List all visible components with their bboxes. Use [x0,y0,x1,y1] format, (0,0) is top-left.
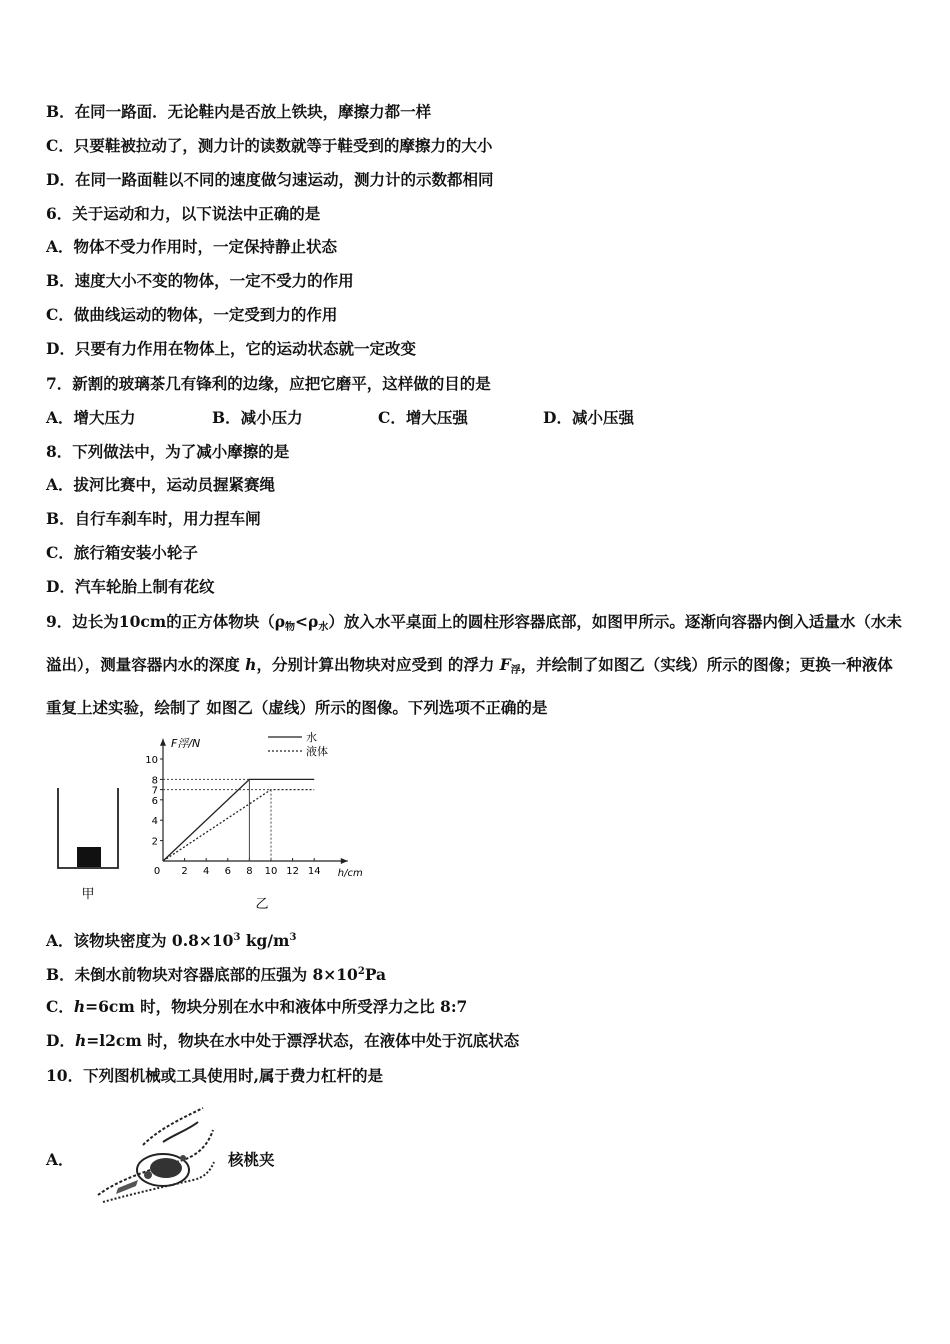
q7-stem: 7．新割的玻璃茶几有锋利的边缘，应把它磨平，这样做的目的是 [46,374,491,393]
nutcracker-illustration [88,1100,223,1215]
q6-option-a: A．物体不受力作用时，一定保持静止状态 [46,237,338,256]
q8-option-b: B．自行车刹车时，用力捏车闸 [46,509,261,528]
y-tick-label: 8 [151,775,158,787]
x-axis-arrow [341,858,348,864]
q5-option-d: D．在同一路面鞋以不同的速度做匀速运动，测力计的示数都相同 [46,170,494,189]
q7-option-d: D．减小压强 [543,408,634,427]
y-tick-label: 4 [151,816,158,828]
q9-option-d: D．h=l2cm 时，物块在水中处于漂浮状态，在液体中处于沉底状态 [46,1031,520,1050]
figure-container-jia [50,780,130,910]
q9-option-a: A．该物块密度为 $0.8\times 10^3$ $kg/m^3$ [46,931,297,950]
q10-option-a-caption: 核桃夹 [228,1150,275,1169]
y-tick-label: 6 [151,795,158,807]
q8-option-c: C．旅行箱安装小轮子 [46,543,198,562]
y-axis-arrow [160,739,166,746]
figure-label-yi: 乙 [255,897,269,912]
q10-stem: 10．下列图机械或工具使用时,属于费力杠杆的是 [46,1066,383,1085]
legend-label: 液体 [306,745,328,758]
q7-option-b: B．减小压力 [212,408,303,427]
f-variable: F [499,655,511,674]
h-variable: h [245,655,257,674]
series-line-liquid [163,790,314,861]
x-tick-label: 4 [203,866,210,877]
q5-option-c: C．只要鞋被拉动了，测力计的读数就等于鞋受到的摩擦力的大小 [46,136,493,155]
figure-label-jia: 甲 [81,887,95,902]
q9-option-c: C．h=6cm 时，物块分别在水中和液体中所受浮力之比 8:7 [46,997,468,1016]
q9-option-b: B．未倒水前物块对容器底部的压强为 $8\times 10^2Pa$ [46,965,387,984]
q6-stem: 6．关于运动和力，以下说法中正确的是 [46,204,321,223]
x-tick-label: 2 [181,866,188,877]
q8-stem: 8．下列做法中，为了减小摩擦的是 [46,442,290,461]
x-tick-label: 8 [246,866,253,877]
y-axis-label: F浮/N [171,736,201,750]
q8-option-d: D．汽车轮胎上制有花纹 [46,577,215,596]
q7-option-c: C．增大压强 [378,408,468,427]
x-tick-label: 10 [264,866,278,877]
cube-block [77,847,101,867]
y-tick-label: 2 [151,836,158,848]
q6-option-d: D．只要有力作用在物体上，它的运动状态就一定改变 [46,339,416,358]
q8-option-a: A．拔河比赛中，运动员握紧赛绳 [46,475,276,494]
series-line-water [163,779,314,861]
x-tick-label: 12 [286,866,299,877]
q6-option-c: C．做曲线运动的物体，一定受到力的作用 [46,305,338,324]
q7-option-a: A．增大压力 [46,408,136,427]
legend-label: 水 [306,731,317,744]
x-tick-label: 0 [153,866,161,877]
q10-option-a-label: A． [46,1150,74,1169]
x-axis-label: h/cm [337,868,363,879]
y-tick-label: 7 [151,785,158,797]
q9-stem: 9．边长为10cm的正方体物块$(\rho_物<\rho_水)$放入水平桌面上的圆柱形容器底部，如图甲所示。逐渐向容器内倒入适量水（水未溢出），测量容器内水的深度 h，分别计算出物块对应受到 的浮力 $F_浮$，并绘制了如图乙（实线）所示的图像；更换一种液体重复上述实验，绘制了 如图乙（虚线）所示的图像。下列选项不正确的是 [46,612,902,717]
x-tick-label: 14 [307,866,321,877]
x-tick-label: 6 [224,866,231,877]
figure-graph-yi [130,725,390,915]
y-tick-label: 10 [145,755,158,766]
q5-option-b: B．在同一路面．无论鞋内是否放上铁块，摩擦力都一样 [46,102,432,121]
q6-option-b: B．速度大小不变的物体，一定不受力的作用 [46,271,354,290]
